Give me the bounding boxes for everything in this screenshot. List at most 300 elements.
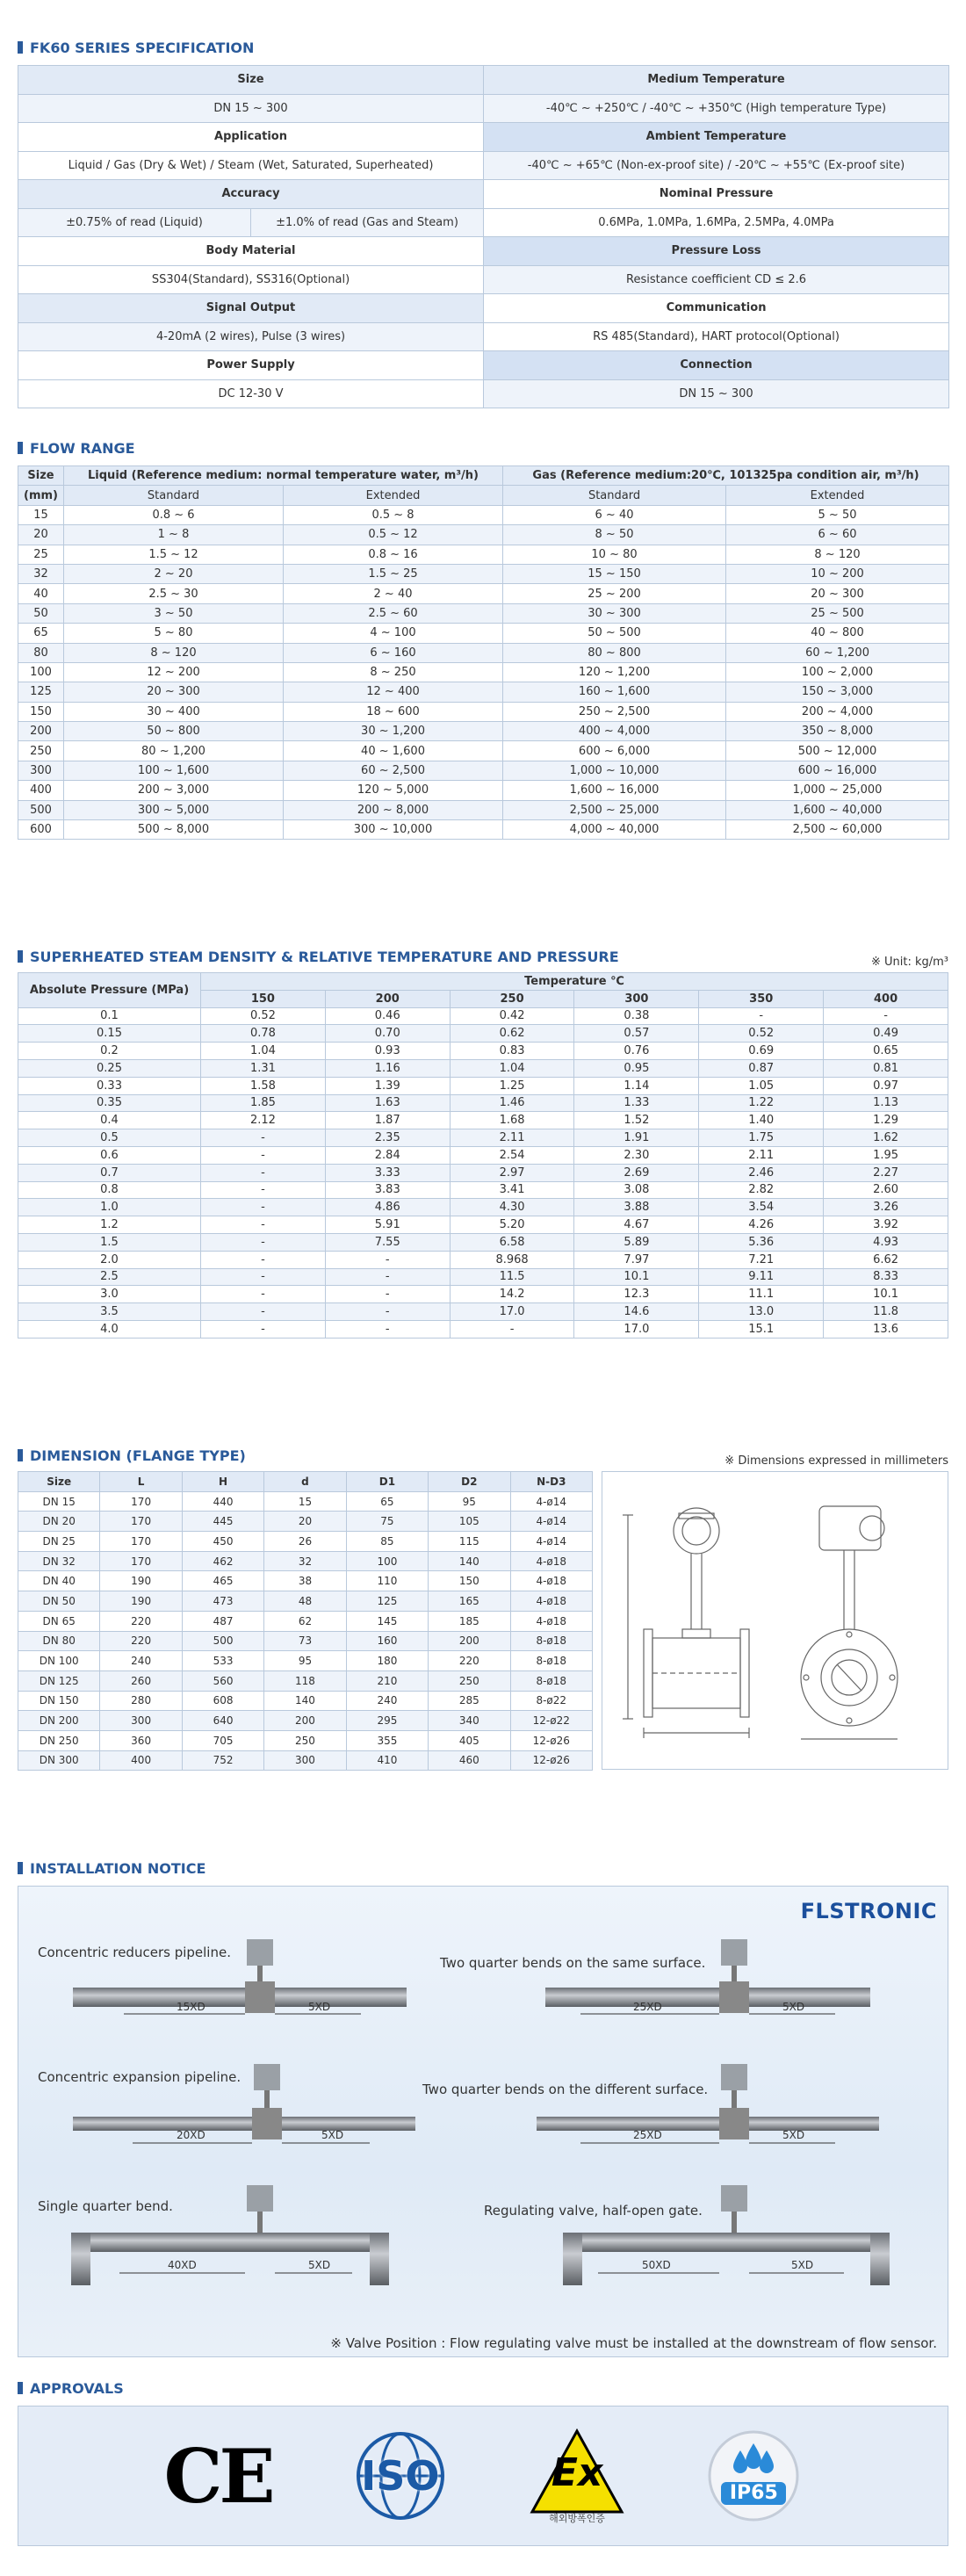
steam-density-cell: 2.12 — [201, 1112, 326, 1129]
table-row — [18, 1268, 948, 1286]
steam-pressure-cell: 0.1 — [18, 1007, 201, 1025]
table-row — [18, 1571, 593, 1591]
dim-size-cell: DN 25 — [18, 1532, 100, 1552]
flow-value-cell: 4,000 ~ 40,000 — [503, 820, 726, 840]
flow-value-cell: 15 ~ 150 — [503, 564, 726, 583]
spec-signal-output-label: Signal Output — [18, 294, 484, 323]
flow-size-cell: 25 — [18, 545, 64, 564]
steam-density-cell: 2.11 — [699, 1146, 824, 1164]
dim-header: D1 — [346, 1472, 428, 1492]
steam-density-cell: 2.97 — [450, 1164, 574, 1181]
steam-density-cell: 7.21 — [699, 1251, 824, 1268]
table-row — [18, 624, 949, 643]
approvals-panel — [18, 2406, 948, 2546]
flow-value-cell: 600 ~ 6,000 — [503, 741, 726, 761]
table-row — [18, 1320, 948, 1338]
steam-density-cell: - — [201, 1233, 326, 1251]
install-up-2: 25XD — [633, 2001, 662, 2013]
dim-value-cell: 165 — [429, 1591, 510, 1612]
steam-pressure-cell: 0.8 — [18, 1181, 201, 1199]
steam-density-cell: 0.81 — [824, 1059, 948, 1077]
table-row — [18, 1512, 593, 1532]
flow-value-cell: 500 ~ 12,000 — [726, 741, 949, 761]
steam-density-cell: 1.14 — [574, 1077, 699, 1094]
steam-density-cell: 3.54 — [699, 1199, 824, 1216]
flow-size-cell: 100 — [18, 662, 64, 682]
steam-density-cell: 14.2 — [450, 1286, 574, 1303]
steam-density-cell: - — [824, 1007, 948, 1025]
table-row — [18, 1094, 948, 1112]
table-row — [18, 584, 949, 603]
flow-value-cell: 250 ~ 2,500 — [503, 702, 726, 721]
flow-value-cell: 30 ~ 1,200 — [284, 722, 503, 741]
flow-value-cell: 6 ~ 60 — [726, 525, 949, 545]
spec-body-material-label: Body Material — [18, 237, 484, 266]
steam-density-cell: 3.33 — [325, 1164, 450, 1181]
dim-header: H — [182, 1472, 263, 1492]
section-marker-icon — [18, 41, 23, 54]
table-row — [18, 1077, 948, 1094]
flow-value-cell: 160 ~ 1,600 — [503, 682, 726, 702]
dim-value-cell: 560 — [182, 1670, 263, 1691]
steam-density-cell: - — [201, 1146, 326, 1164]
steam-density-cell: 11.8 — [824, 1303, 948, 1321]
dim-value-cell: 4-ø18 — [510, 1551, 592, 1571]
dim-value-cell: 140 — [264, 1691, 346, 1711]
steam-density-cell: 1.63 — [325, 1094, 450, 1112]
flow-gas-extended: Extended — [726, 486, 949, 505]
spec-size-label: Size — [18, 66, 484, 95]
dim-value-cell: 445 — [182, 1512, 263, 1532]
steam-density-cell: 2.46 — [699, 1164, 824, 1181]
flow-value-cell: 80 ~ 1,200 — [64, 741, 284, 761]
dim-value-cell: 360 — [100, 1730, 182, 1750]
dim-value-cell: 95 — [429, 1491, 510, 1512]
steam-unit-note: ※ Unit: kg/m³ — [870, 956, 948, 969]
steam-density-cell: 5.20 — [450, 1216, 574, 1234]
steam-density-cell: 1.62 — [824, 1129, 948, 1147]
steam-pressure-cell: 3.5 — [18, 1303, 201, 1321]
diagram-regulating-valve — [563, 2185, 890, 2285]
steam-density-cell: 17.0 — [574, 1320, 699, 1338]
flow-size-cell: 40 — [18, 584, 64, 603]
steam-density-cell: - — [201, 1181, 326, 1199]
steam-density-cell: 5.89 — [574, 1233, 699, 1251]
spec-communication-label: Communication — [484, 294, 949, 323]
flow-table — [18, 465, 949, 840]
steam-density-cell: 3.92 — [824, 1216, 948, 1234]
flow-size-cell: 300 — [18, 761, 64, 780]
install-up-3: 20XD — [177, 2129, 205, 2141]
flow-value-cell: 0.5 ~ 8 — [284, 505, 503, 524]
dim-value-cell: 200 — [429, 1631, 510, 1651]
steam-density-cell: 0.52 — [201, 1007, 326, 1025]
dim-value-cell: 100 — [346, 1551, 428, 1571]
flow-size-cell: 50 — [18, 603, 64, 623]
flow-section-title: FLOW RANGE — [18, 436, 948, 460]
spec-accuracy-label: Accuracy — [18, 180, 484, 209]
steam-density-cell: 7.55 — [325, 1233, 450, 1251]
spec-accuracy-liquid: ±0.75% of read (Liquid) — [18, 208, 251, 237]
flow-value-cell: 5 ~ 50 — [726, 505, 949, 524]
dim-value-cell: 180 — [346, 1651, 428, 1671]
flow-value-cell: 2 ~ 20 — [64, 564, 284, 583]
dim-value-cell: 450 — [182, 1532, 263, 1552]
dim-header: Size — [18, 1472, 100, 1492]
flow-gas-header: Gas (Reference medium:20℃, 101325pa condition air, m³/h) — [503, 466, 949, 486]
table-row — [18, 1551, 593, 1571]
table-row — [18, 1591, 593, 1612]
table-row — [18, 1216, 948, 1234]
flow-value-cell: 2.5 ~ 30 — [64, 584, 284, 603]
dim-value-cell: 73 — [264, 1631, 346, 1651]
steam-density-cell: 6.58 — [450, 1233, 574, 1251]
spec-communication-value: RS 485(Standard), HART protocol(Optional) — [484, 322, 949, 351]
table-row — [18, 1146, 948, 1164]
steam-density-cell: 6.62 — [824, 1251, 948, 1268]
steam-density-cell: 10.1 — [824, 1286, 948, 1303]
flow-value-cell: 300 ~ 10,000 — [284, 820, 503, 840]
table-row — [18, 564, 949, 583]
steam-temp-header: 300 — [574, 990, 699, 1007]
table-row — [18, 1651, 593, 1671]
flow-value-cell: 0.8 ~ 16 — [284, 545, 503, 564]
steam-density-cell: 0.42 — [450, 1007, 574, 1025]
flow-value-cell: 8 ~ 120 — [64, 643, 284, 662]
table-row — [18, 1611, 593, 1631]
flow-value-cell: 300 ~ 5,000 — [64, 800, 284, 819]
steam-density-cell: 1.58 — [201, 1077, 326, 1094]
dim-value-cell: 240 — [346, 1691, 428, 1711]
table-row — [18, 1129, 948, 1147]
table-row — [18, 662, 949, 682]
steam-density-cell: 3.41 — [450, 1181, 574, 1199]
dim-unit-note: ※ Dimensions expressed in millimeters — [724, 1454, 948, 1468]
steam-density-cell: - — [201, 1199, 326, 1216]
dim-value-cell: 260 — [100, 1670, 182, 1691]
steam-density-cell: - — [201, 1251, 326, 1268]
install-label-5: Single quarter bend. — [38, 2198, 173, 2214]
dim-value-cell: 12-ø26 — [510, 1730, 592, 1750]
ip65-text: IP65 — [729, 2482, 778, 2504]
flow-value-cell: 100 ~ 1,600 — [64, 761, 284, 780]
steam-pressure-cell: 0.7 — [18, 1164, 201, 1181]
steam-density-cell: 0.46 — [325, 1007, 450, 1025]
steam-density-cell: 3.83 — [325, 1181, 450, 1199]
steam-density-cell: - — [325, 1268, 450, 1286]
steam-density-cell: 1.33 — [574, 1094, 699, 1112]
dim-value-cell: 170 — [100, 1532, 182, 1552]
flow-size-cell: 80 — [18, 643, 64, 662]
dim-value-cell: 62 — [264, 1611, 346, 1631]
steam-pressure-cell: 4.0 — [18, 1320, 201, 1338]
flow-value-cell: 25 ~ 500 — [726, 603, 949, 623]
steam-density-cell: 4.86 — [325, 1199, 450, 1216]
spec-section-title: FK60 SERIES SPECIFICATION — [18, 35, 948, 60]
dim-value-cell: 118 — [264, 1670, 346, 1691]
steam-temp-header: 400 — [824, 990, 948, 1007]
dim-value-cell: 190 — [100, 1591, 182, 1612]
dim-value-cell: 8-ø22 — [510, 1691, 592, 1711]
flow-value-cell: 0.8 ~ 6 — [64, 505, 284, 524]
steam-density-cell: 1.39 — [325, 1077, 450, 1094]
flow-liquid-extended: Extended — [284, 486, 503, 505]
dim-value-cell: 170 — [100, 1491, 182, 1512]
steam-density-cell: 0.97 — [824, 1077, 948, 1094]
dim-value-cell: 12-ø22 — [510, 1711, 592, 1731]
spec-table — [18, 65, 949, 408]
steam-density-cell: 1.13 — [824, 1094, 948, 1112]
flow-size-cell: 150 — [18, 702, 64, 721]
dim-value-cell: 400 — [100, 1750, 182, 1771]
steam-density-cell: 1.05 — [699, 1077, 824, 1094]
steam-density-cell: 4.93 — [824, 1233, 948, 1251]
steam-density-cell: - — [325, 1303, 450, 1321]
dim-value-cell: 125 — [346, 1591, 428, 1612]
steam-density-cell: 0.69 — [699, 1043, 824, 1060]
table-row — [18, 682, 949, 702]
steam-temp-header: 200 — [325, 990, 450, 1007]
table-row — [18, 741, 949, 761]
flow-value-cell: 1.5 ~ 12 — [64, 545, 284, 564]
table-row — [18, 1233, 948, 1251]
flow-value-cell: 6 ~ 40 — [503, 505, 726, 524]
table-row — [18, 1750, 593, 1771]
dim-value-cell: 4-ø18 — [510, 1571, 592, 1591]
dim-value-cell: 75 — [346, 1512, 428, 1532]
diagram-single-quarter-bend — [71, 2185, 389, 2285]
table-row — [18, 1691, 593, 1711]
dim-value-cell: 4-ø18 — [510, 1591, 592, 1612]
dim-value-cell: 145 — [346, 1611, 428, 1631]
table-row — [18, 1251, 948, 1268]
steam-pressure-cell: 0.25 — [18, 1059, 201, 1077]
flow-value-cell: 1,000 ~ 10,000 — [503, 761, 726, 780]
dim-value-cell: 4-ø18 — [510, 1611, 592, 1631]
dim-header: d — [264, 1472, 346, 1492]
dim-value-cell: 465 — [182, 1571, 263, 1591]
table-row — [18, 1025, 948, 1043]
steam-density-cell: - — [201, 1320, 326, 1338]
table-row — [18, 1532, 593, 1552]
flow-size-cell: 15 — [18, 505, 64, 524]
install-down-5: 5XD — [308, 2259, 331, 2271]
steam-temp-header: 350 — [699, 990, 824, 1007]
spec-ambient-temp-label: Ambient Temperature — [484, 123, 949, 152]
dim-value-cell: 295 — [346, 1711, 428, 1731]
dim-value-cell: 150 — [429, 1571, 510, 1591]
flow-value-cell: 8 ~ 50 — [503, 525, 726, 545]
dim-value-cell: 190 — [100, 1571, 182, 1591]
dim-value-cell: 65 — [346, 1491, 428, 1512]
valve-position-note: ※ Valve Position : Flow regulating valve must be installed at the downstream of flow sensor. — [330, 2335, 937, 2351]
dim-value-cell: 752 — [182, 1750, 263, 1771]
table-row — [18, 1199, 948, 1216]
flow-value-cell: 1,600 ~ 16,000 — [503, 781, 726, 800]
spec-medium-temp-value: -40℃ ~ +250℃ / -40℃ ~ +350℃ (High temperature Type) — [484, 94, 949, 123]
steam-pressure-cell: 1.5 — [18, 1233, 201, 1251]
steam-density-cell: 17.0 — [450, 1303, 574, 1321]
flow-value-cell: 200 ~ 8,000 — [284, 800, 503, 819]
flow-value-cell: 1.5 ~ 25 — [284, 564, 503, 583]
steam-density-cell: 2.84 — [325, 1146, 450, 1164]
dim-value-cell: 26 — [264, 1532, 346, 1552]
steam-density-cell: 1.29 — [824, 1112, 948, 1129]
steam-density-cell: - — [450, 1320, 574, 1338]
steam-pressure-cell: 0.33 — [18, 1077, 201, 1094]
steam-density-cell: 1.40 — [699, 1112, 824, 1129]
install-label-3: Concentric expansion pipeline. — [38, 2069, 242, 2085]
spec-pressure-loss-value: Resistance coefficient CD ≤ 2.6 — [484, 265, 949, 294]
dim-value-cell: 85 — [346, 1532, 428, 1552]
spec-connection-value: DN 15 ~ 300 — [484, 379, 949, 408]
steam-density-cell: 0.95 — [574, 1059, 699, 1077]
table-row — [18, 505, 949, 524]
dim-value-cell: 32 — [264, 1551, 346, 1571]
steam-density-cell: 11.1 — [699, 1286, 824, 1303]
steam-pressure-cell: 0.2 — [18, 1043, 201, 1060]
steam-pressure-cell: 1.2 — [18, 1216, 201, 1234]
steam-density-cell: 2.69 — [574, 1164, 699, 1181]
dim-header: D2 — [429, 1472, 510, 1492]
table-row — [18, 1303, 948, 1321]
flow-value-cell: 6 ~ 160 — [284, 643, 503, 662]
dim-value-cell: 705 — [182, 1730, 263, 1750]
steam-density-cell: 5.91 — [325, 1216, 450, 1234]
flowmeter-dimension-drawing-icon — [617, 1489, 934, 1752]
spec-power-supply-value: DC 12-30 V — [18, 379, 484, 408]
flow-value-cell: 8 ~ 250 — [284, 662, 503, 682]
flow-value-cell: 1 ~ 8 — [64, 525, 284, 545]
flow-gas-standard: Standard — [503, 486, 726, 505]
table-row — [18, 800, 949, 819]
dim-value-cell: 250 — [264, 1730, 346, 1750]
steam-density-cell: 0.38 — [574, 1007, 699, 1025]
flow-value-cell: 60 ~ 2,500 — [284, 761, 503, 780]
table-row — [18, 722, 949, 741]
flow-value-cell: 200 ~ 4,000 — [726, 702, 949, 721]
dim-value-cell: 500 — [182, 1631, 263, 1651]
dim-value-cell: 473 — [182, 1591, 263, 1612]
diagram-two-bends-different-surface — [537, 2064, 879, 2143]
steam-density-cell: 0.70 — [325, 1025, 450, 1043]
steam-density-cell: 0.87 — [699, 1059, 824, 1077]
table-row — [18, 1059, 948, 1077]
steam-density-cell: 12.3 — [574, 1286, 699, 1303]
flow-value-cell: 400 ~ 4,000 — [503, 722, 726, 741]
dim-value-cell: 487 — [182, 1611, 263, 1631]
dim-value-cell: 300 — [264, 1750, 346, 1771]
table-row — [18, 1164, 948, 1181]
flow-liquid-header: Liquid (Reference medium: normal temperature water, m³/h) — [64, 466, 503, 486]
steam-density-cell: 15.1 — [699, 1320, 824, 1338]
dim-value-cell: 340 — [429, 1711, 510, 1731]
approvals-section-title: APPROVALS — [18, 2376, 948, 2400]
dim-value-cell: 250 — [429, 1670, 510, 1691]
steam-density-cell: 2.11 — [450, 1129, 574, 1147]
flow-value-cell: 60 ~ 1,200 — [726, 643, 949, 662]
steam-density-cell: 1.68 — [450, 1112, 574, 1129]
dim-value-cell: 20 — [264, 1512, 346, 1532]
dim-size-cell: DN 40 — [18, 1571, 100, 1591]
spec-size-value: DN 15 ~ 300 — [18, 94, 484, 123]
flow-value-cell: 20 ~ 300 — [64, 682, 284, 702]
table-row — [18, 1670, 593, 1691]
ex-caption: 해외방폭인증 — [549, 2512, 605, 2524]
dim-value-cell: 140 — [429, 1551, 510, 1571]
steam-density-cell: 1.22 — [699, 1094, 824, 1112]
section-marker-icon — [18, 442, 23, 454]
diagram-concentric-reducers — [73, 1939, 407, 2014]
steam-density-cell: 5.36 — [699, 1233, 824, 1251]
ce-mark-icon: CE — [163, 2432, 272, 2520]
spec-nominal-pressure-value: 0.6MPa, 1.0MPa, 1.6MPa, 2.5MPa, 4.0MPa — [484, 208, 949, 237]
steam-density-cell: 3.26 — [824, 1199, 948, 1216]
flow-value-cell: 3 ~ 50 — [64, 603, 284, 623]
dim-value-cell: 608 — [182, 1691, 263, 1711]
flow-value-cell: 2,500 ~ 25,000 — [503, 800, 726, 819]
install-down-6: 5XD — [791, 2259, 814, 2271]
dim-size-cell: DN 32 — [18, 1551, 100, 1571]
flow-value-cell: 2 ~ 40 — [284, 584, 503, 603]
dim-size-cell: DN 80 — [18, 1631, 100, 1651]
steam-density-cell: 0.93 — [325, 1043, 450, 1060]
dim-value-cell: 105 — [429, 1512, 510, 1532]
steam-density-cell: - — [699, 1007, 824, 1025]
table-row — [18, 702, 949, 721]
dim-value-cell: 220 — [100, 1631, 182, 1651]
steam-density-cell: 0.83 — [450, 1043, 574, 1060]
steam-pressure-cell: 0.35 — [18, 1094, 201, 1112]
flow-size-cell: 400 — [18, 781, 64, 800]
steam-density-cell: 1.52 — [574, 1112, 699, 1129]
steam-density-cell: 1.85 — [201, 1094, 326, 1112]
flow-size-cell: 200 — [18, 722, 64, 741]
install-down-1: 5XD — [308, 2001, 331, 2013]
steam-density-cell: 2.27 — [824, 1164, 948, 1181]
flow-value-cell: 600 ~ 16,000 — [726, 761, 949, 780]
dim-size-cell: DN 100 — [18, 1651, 100, 1671]
flowmeter-drawing — [602, 1471, 948, 1770]
flow-value-cell: 30 ~ 400 — [64, 702, 284, 721]
flow-value-cell: 50 ~ 500 — [503, 624, 726, 643]
flow-size-cell: 250 — [18, 741, 64, 761]
steam-density-cell: - — [201, 1216, 326, 1234]
steam-density-cell: - — [325, 1320, 450, 1338]
dim-header: N-D3 — [510, 1472, 592, 1492]
spec-application-label: Application — [18, 123, 484, 152]
steam-temp-header: 150 — [201, 990, 326, 1007]
steam-density-cell: 1.75 — [699, 1129, 824, 1147]
dim-value-cell: 533 — [182, 1651, 263, 1671]
install-label-4: Two quarter bends on the different surface. — [422, 2082, 709, 2097]
table-row — [18, 1043, 948, 1060]
steam-density-cell: 4.67 — [574, 1216, 699, 1234]
ip65-badge-icon — [705, 2428, 802, 2524]
table-row — [18, 1007, 948, 1025]
steam-density-cell: 0.49 — [824, 1025, 948, 1043]
steam-density-cell: 13.6 — [824, 1320, 948, 1338]
dim-size-cell: DN 15 — [18, 1491, 100, 1512]
steam-pressure-cell: 0.5 — [18, 1129, 201, 1147]
flow-value-cell: 10 ~ 80 — [503, 545, 726, 564]
flow-size-label: Size — [18, 466, 64, 486]
flow-value-cell: 40 ~ 1,600 — [284, 741, 503, 761]
installation-panel — [18, 1886, 948, 2357]
steam-pressure-cell: 2.0 — [18, 1251, 201, 1268]
table-row — [18, 643, 949, 662]
flow-value-cell: 12 ~ 200 — [64, 662, 284, 682]
